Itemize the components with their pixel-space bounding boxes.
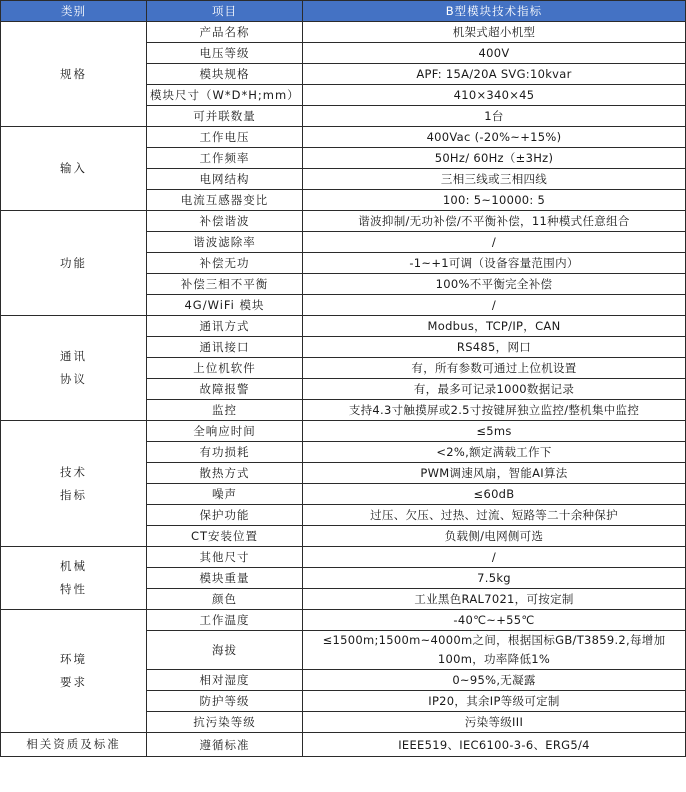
item-cell: 模块重量 — [147, 568, 303, 589]
value-cell: / — [303, 295, 686, 316]
value-cell: 410×340×45 — [303, 85, 686, 106]
value-cell: 负载侧/电网侧可选 — [303, 526, 686, 547]
value-cell: APF: 15A/20A SVG:10kvar — [303, 64, 686, 85]
table-row — [1, 127, 686, 148]
value-cell: RS485，网口 — [303, 337, 686, 358]
header-row — [1, 1, 686, 22]
item-cell: 噪声 — [147, 484, 303, 505]
category-cell — [1, 211, 147, 316]
header-spec: B型模块技术指标 — [303, 1, 686, 22]
value-cell: 7.5kg — [303, 568, 686, 589]
table-row — [1, 22, 686, 43]
category-label: 环境 — [60, 652, 87, 666]
item-cell: 通讯方式 — [147, 316, 303, 337]
value-cell: 谐波抑制/无功补偿/不平衡补偿，11种模式任意组合 — [303, 211, 686, 232]
category-cell — [1, 127, 147, 211]
category-cell — [1, 421, 147, 547]
item-cell: 相对湿度 — [147, 670, 303, 691]
item-cell: 防护等级 — [147, 691, 303, 712]
category-label: 输入 — [60, 161, 87, 175]
item-cell: 电压等级 — [147, 43, 303, 64]
value-cell: <2%,额定满载工作下 — [303, 442, 686, 463]
table-row — [1, 211, 686, 232]
item-cell: 电网结构 — [147, 169, 303, 190]
value-cell: PWM调速风扇，智能AI算法 — [303, 463, 686, 484]
item-cell: 保护功能 — [147, 505, 303, 526]
category-label: 相关资质及标准 — [26, 737, 121, 751]
category-label: 特性 — [60, 582, 87, 596]
value-cell: / — [303, 547, 686, 568]
value-cell — [303, 631, 686, 670]
value-cell: 支持4.3寸触摸屏或2.5寸按键屏独立监控/整机集中监控 — [303, 400, 686, 421]
item-cell: 监控 — [147, 400, 303, 421]
item-cell: 模块规格 — [147, 64, 303, 85]
item-cell: 补偿谐波 — [147, 211, 303, 232]
item-cell: 遵循标准 — [147, 733, 303, 757]
category-cell — [1, 22, 147, 127]
value-cell: 三相三线或三相四线 — [303, 169, 686, 190]
item-cell: 产品名称 — [147, 22, 303, 43]
item-cell: CT安装位置 — [147, 526, 303, 547]
value-cell: 0~95%,无凝露 — [303, 670, 686, 691]
value-cell: 50Hz/ 60Hz（±3Hz) — [303, 148, 686, 169]
category-label: 机械 — [60, 559, 87, 573]
item-cell: 抗污染等级 — [147, 712, 303, 733]
item-cell: 电流互感器变比 — [147, 190, 303, 211]
item-cell: 故障报警 — [147, 379, 303, 400]
item-cell: 工作温度 — [147, 610, 303, 631]
table-row — [1, 610, 686, 631]
category-label: 指标 — [60, 487, 87, 502]
item-cell: 工作频率 — [147, 148, 303, 169]
item-cell: 全响应时间 — [147, 421, 303, 442]
item-cell: 模块尺寸（W*D*H;mm） — [147, 85, 303, 106]
item-cell: 上位机软件 — [147, 358, 303, 379]
value-cell: 100%不平衡完全补偿 — [303, 274, 686, 295]
value-cell: 有，最多可记录1000数据记录 — [303, 379, 686, 400]
item-cell: 有功损耗 — [147, 442, 303, 463]
value-cell: / — [303, 232, 686, 253]
value-line: ≤1500m;1500m~4000m之间，根据国标GB/T3859.2,每增加 — [322, 633, 666, 647]
value-cell: -1~+1可调（设备容量范围内） — [303, 253, 686, 274]
item-cell: 工作电压 — [147, 127, 303, 148]
value-cell: Modbus，TCP/IP，CAN — [303, 316, 686, 337]
item-cell: 谐波滤除率 — [147, 232, 303, 253]
item-cell: 4G/WiFi 模块 — [147, 295, 303, 316]
value-cell: ≤5ms — [303, 421, 686, 442]
value-cell: 100: 5~10000: 5 — [303, 190, 686, 211]
table-row — [1, 733, 686, 757]
table-body — [1, 22, 686, 757]
category-label: 通讯 — [60, 349, 87, 363]
item-cell: 可并联数量 — [147, 106, 303, 127]
category-cell — [1, 733, 147, 757]
category-label: 技术 — [60, 464, 87, 479]
value-cell: 400V — [303, 43, 686, 64]
table-row — [1, 316, 686, 337]
value-cell: 污染等级III — [303, 712, 686, 733]
item-cell: 补偿无功 — [147, 253, 303, 274]
value-cell: IP20，其余IP等级可定制 — [303, 691, 686, 712]
category-cell — [1, 316, 147, 421]
value-line: 100m，功率降低1% — [437, 652, 551, 666]
value-cell: 400Vac (-20%~+15%) — [303, 127, 686, 148]
category-label: 规格 — [60, 66, 87, 81]
value-cell: 工业黑色RAL7021，可按定制 — [303, 589, 686, 610]
item-cell: 补偿三相不平衡 — [147, 274, 303, 295]
value-cell: 1台 — [303, 106, 686, 127]
table-header — [1, 1, 686, 22]
header-category: 类别 — [1, 1, 147, 22]
value-cell: ≤60dB — [303, 484, 686, 505]
value-cell: 机架式超小机型 — [303, 22, 686, 43]
category-label: 要求 — [60, 675, 87, 689]
category-label: 功能 — [60, 255, 87, 270]
category-cell — [1, 610, 147, 733]
category-cell — [1, 547, 147, 610]
item-cell: 颜色 — [147, 589, 303, 610]
table-row — [1, 421, 686, 442]
item-cell: 散热方式 — [147, 463, 303, 484]
value-cell: 过压、欠压、过热、过流、短路等二十余种保护 — [303, 505, 686, 526]
value-cell: 有，所有参数可通过上位机设置 — [303, 358, 686, 379]
value-cell: IEEE519、IEC6100-3-6、ERG5/4 — [303, 733, 686, 757]
item-cell: 其他尺寸 — [147, 547, 303, 568]
category-label: 协议 — [60, 372, 87, 386]
table-row — [1, 547, 686, 568]
value-cell: -40℃~+55℃ — [303, 610, 686, 631]
item-cell: 通讯接口 — [147, 337, 303, 358]
header-item: 项目 — [147, 1, 303, 22]
item-cell: 海拔 — [147, 631, 303, 670]
